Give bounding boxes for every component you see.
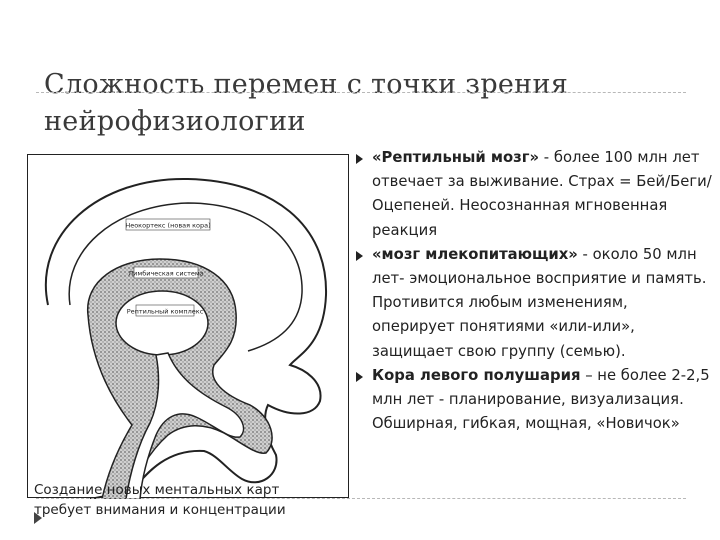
bullet-item-mammal: [354, 243, 714, 364]
title-divider: [36, 92, 686, 93]
bullet-term: «мозг млекопитающих»: [372, 245, 578, 263]
bullet-term: «Рептильный мозг»: [372, 149, 540, 166]
bullet-list: [354, 146, 714, 436]
bullet-text: - более 100 млн лет отвечает за выживание. Страх = Бей/Беги/Оцепеней. Неосознанная мгновенная реакция: [372, 149, 712, 239]
neocortex-label: Неокортекс (новая кора): [125, 221, 211, 230]
bullet-arrow-icon: [356, 251, 363, 261]
caption-line-2: требует внимания и концентрации: [34, 502, 286, 518]
limbic-label: Лимбическая система: [128, 269, 204, 278]
bullet-item-reptilian: [354, 146, 714, 243]
caption-line-1: Создание новых ментальных карт: [34, 482, 280, 498]
bullet-arrow-icon: [34, 512, 42, 524]
figure-caption: [34, 480, 334, 520]
bullet-text: - около 50 млн лет- эмоциональное восприятие и память. Противится любым изменениям, оперирует понятиями «или-или», защищает свою группу (семью).: [372, 245, 707, 360]
brain-illustration: [28, 155, 350, 499]
bullet-arrow-icon: [356, 372, 363, 382]
brain-diagram: [27, 154, 349, 498]
bullet-item-cortex: [354, 364, 714, 437]
reptilian-label: Рептильный комплекс: [126, 307, 204, 316]
bullet-text: – не более 2-2,5 млн лет - планирование, визуализация. Обширная, гибкая, мощная, «Новичок»: [372, 366, 710, 433]
reptilian-complex: [116, 291, 208, 355]
slide-title: Сложность перемен с точки зрения нейрофизиологии: [44, 69, 569, 137]
bullet-term: Кора левого полушария: [372, 366, 581, 384]
bullet-arrow-icon: [356, 154, 363, 164]
footer-divider: [36, 498, 686, 499]
